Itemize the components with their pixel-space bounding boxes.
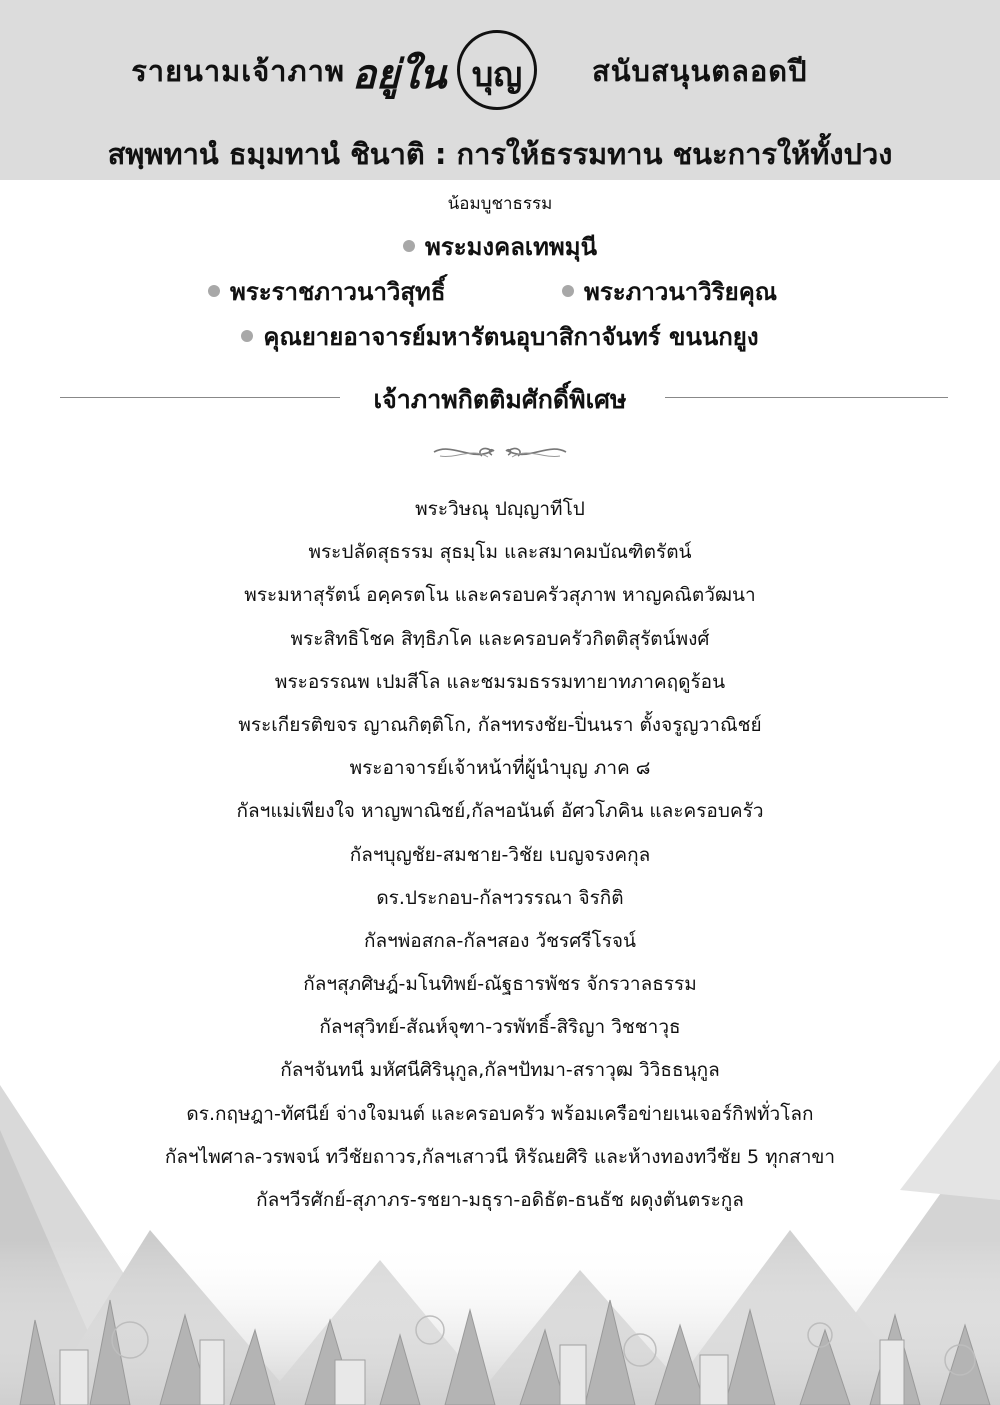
tribute-name (208, 272, 446, 311)
tribute-intro: น้อมบูชาธรรม (447, 194, 553, 214)
section-title: เจ้าภาพกิตติมศักดิ์พิเศษ (373, 385, 627, 414)
header-title-row (0, 30, 1000, 120)
sponsor-name: ดร.ประกอบ-กัลฯวรรณา จิรกิติ (376, 886, 624, 909)
header-title-left: รายนามเจ้าภาพ (131, 54, 345, 88)
header-title-right: สนับสนุนตลอดปี (592, 54, 808, 88)
tribute-name (562, 272, 777, 311)
tribute-name (0, 317, 1000, 356)
sponsor-name: กัลฯจันทนี มหัศนีศิรินุกูล,กัลฯปัทมา-สราวุฒ วิวิธธนุกูล (280, 1059, 720, 1082)
sponsor-name: พระอรรณพ เปมสีโล และชมรมธรรมทายาทภาคฤดูร้อน (274, 670, 726, 693)
sponsor-name: พระสิทธิโชค สิทฺธิภโค และครอบครัวกิตติสุรัตน์พงศ์ (290, 627, 710, 650)
sponsor-name: พระปลัดสุธรรม สุธมฺโม และสมาคมบัณฑิตรัตน์ (308, 541, 692, 564)
logo-text-left: อยู่ใน (352, 51, 447, 98)
publication-logo (352, 30, 582, 120)
sponsor-name: ดร.กฤษฎา-ทัศนีย์ จ่างใจมนต์ และครอบครัว พร้อมเครือข่ายเนเจอร์กิฟทั่วโลก (186, 1102, 814, 1125)
logo-text-circle: บุญ (471, 55, 523, 95)
sponsor-name: กัลฯพ่อสกล-กัลฯสอง วัชรศรีโรจน์ (363, 929, 637, 952)
bullet-icon (562, 285, 574, 297)
sponsor-name: พระมหาสุรัตน์ อคฺครตโน และครอบครัวสุภาพ หาญคณิตวัฒนา (244, 584, 756, 607)
sponsor-name: กัลฯวีรศักย์-สุภาภร-รชยา-มธุรา-อดิธัต-ธนธัช ผดุงตันตระกูล (256, 1189, 744, 1211)
tribute-name-text: พระราชภาวนาวิสุทธิ์ (230, 278, 446, 306)
bullet-icon (241, 330, 253, 342)
header-motto: สพฺพทานํ ธมฺมทานํ ชินาติ : การให้ธรรมทาน ชนะการให้ทั้งปวง (107, 137, 893, 171)
sponsor-name: พระอาจารย์เจ้าหน้าที่ผู้นำบุญ ภาค ๘ (349, 757, 651, 780)
sponsor-name: กัลฯสุวิทย์-สัณห์จุฑา-วรพัทธิ์-สิริญา วิชชาวุธ (319, 1016, 681, 1039)
sponsor-name: พระเกียรติขจร ญาณกิตฺติโก, กัลฯทรงชัย-ปิ่นนรา ตั้งจรูญวาณิชย์ (238, 713, 762, 736)
sponsor-name: กัลฯแม่เพียงใจ หาญพาณิชย์,กัลฯอนันต์ อัศวโภคิน และครอบครัว (236, 800, 764, 823)
tribute-name-text: พระมงคลเทพมุนี (425, 233, 597, 261)
bullet-icon (403, 240, 415, 252)
sponsor-name: กัลฯไพศาล-วรพจน์ ทวีชัยถาวร,กัลฯเสาวนี หิรัณยศิริ และห้างทองทวีชัย 5 ทุกสาขา (164, 1145, 836, 1168)
logo-circle (457, 30, 537, 110)
tribute-name-text: คุณยายอาจารย์มหารัตนอุบาสิกาจันทร์ ขนนกยูง (263, 323, 759, 351)
sponsor-name: กัลฯสุภศิษฎ์-มโนทิพย์-ณัฐธารพัชร จักรวาลธรรม (303, 973, 697, 996)
tribute-name (0, 227, 1000, 266)
flourish-ornament-icon (432, 437, 568, 467)
sponsor-name: กัลฯบุญชัย-สมชาย-วิชัย เบญจรงคกุล (349, 843, 651, 866)
tribute-name-text: พระภาวนาวิริยคุณ (584, 278, 778, 306)
sponsor-list (0, 488, 1000, 1222)
sponsor-name: พระวิษณุ ปญฺญาทีโป (415, 498, 585, 520)
bullet-icon (208, 285, 220, 297)
